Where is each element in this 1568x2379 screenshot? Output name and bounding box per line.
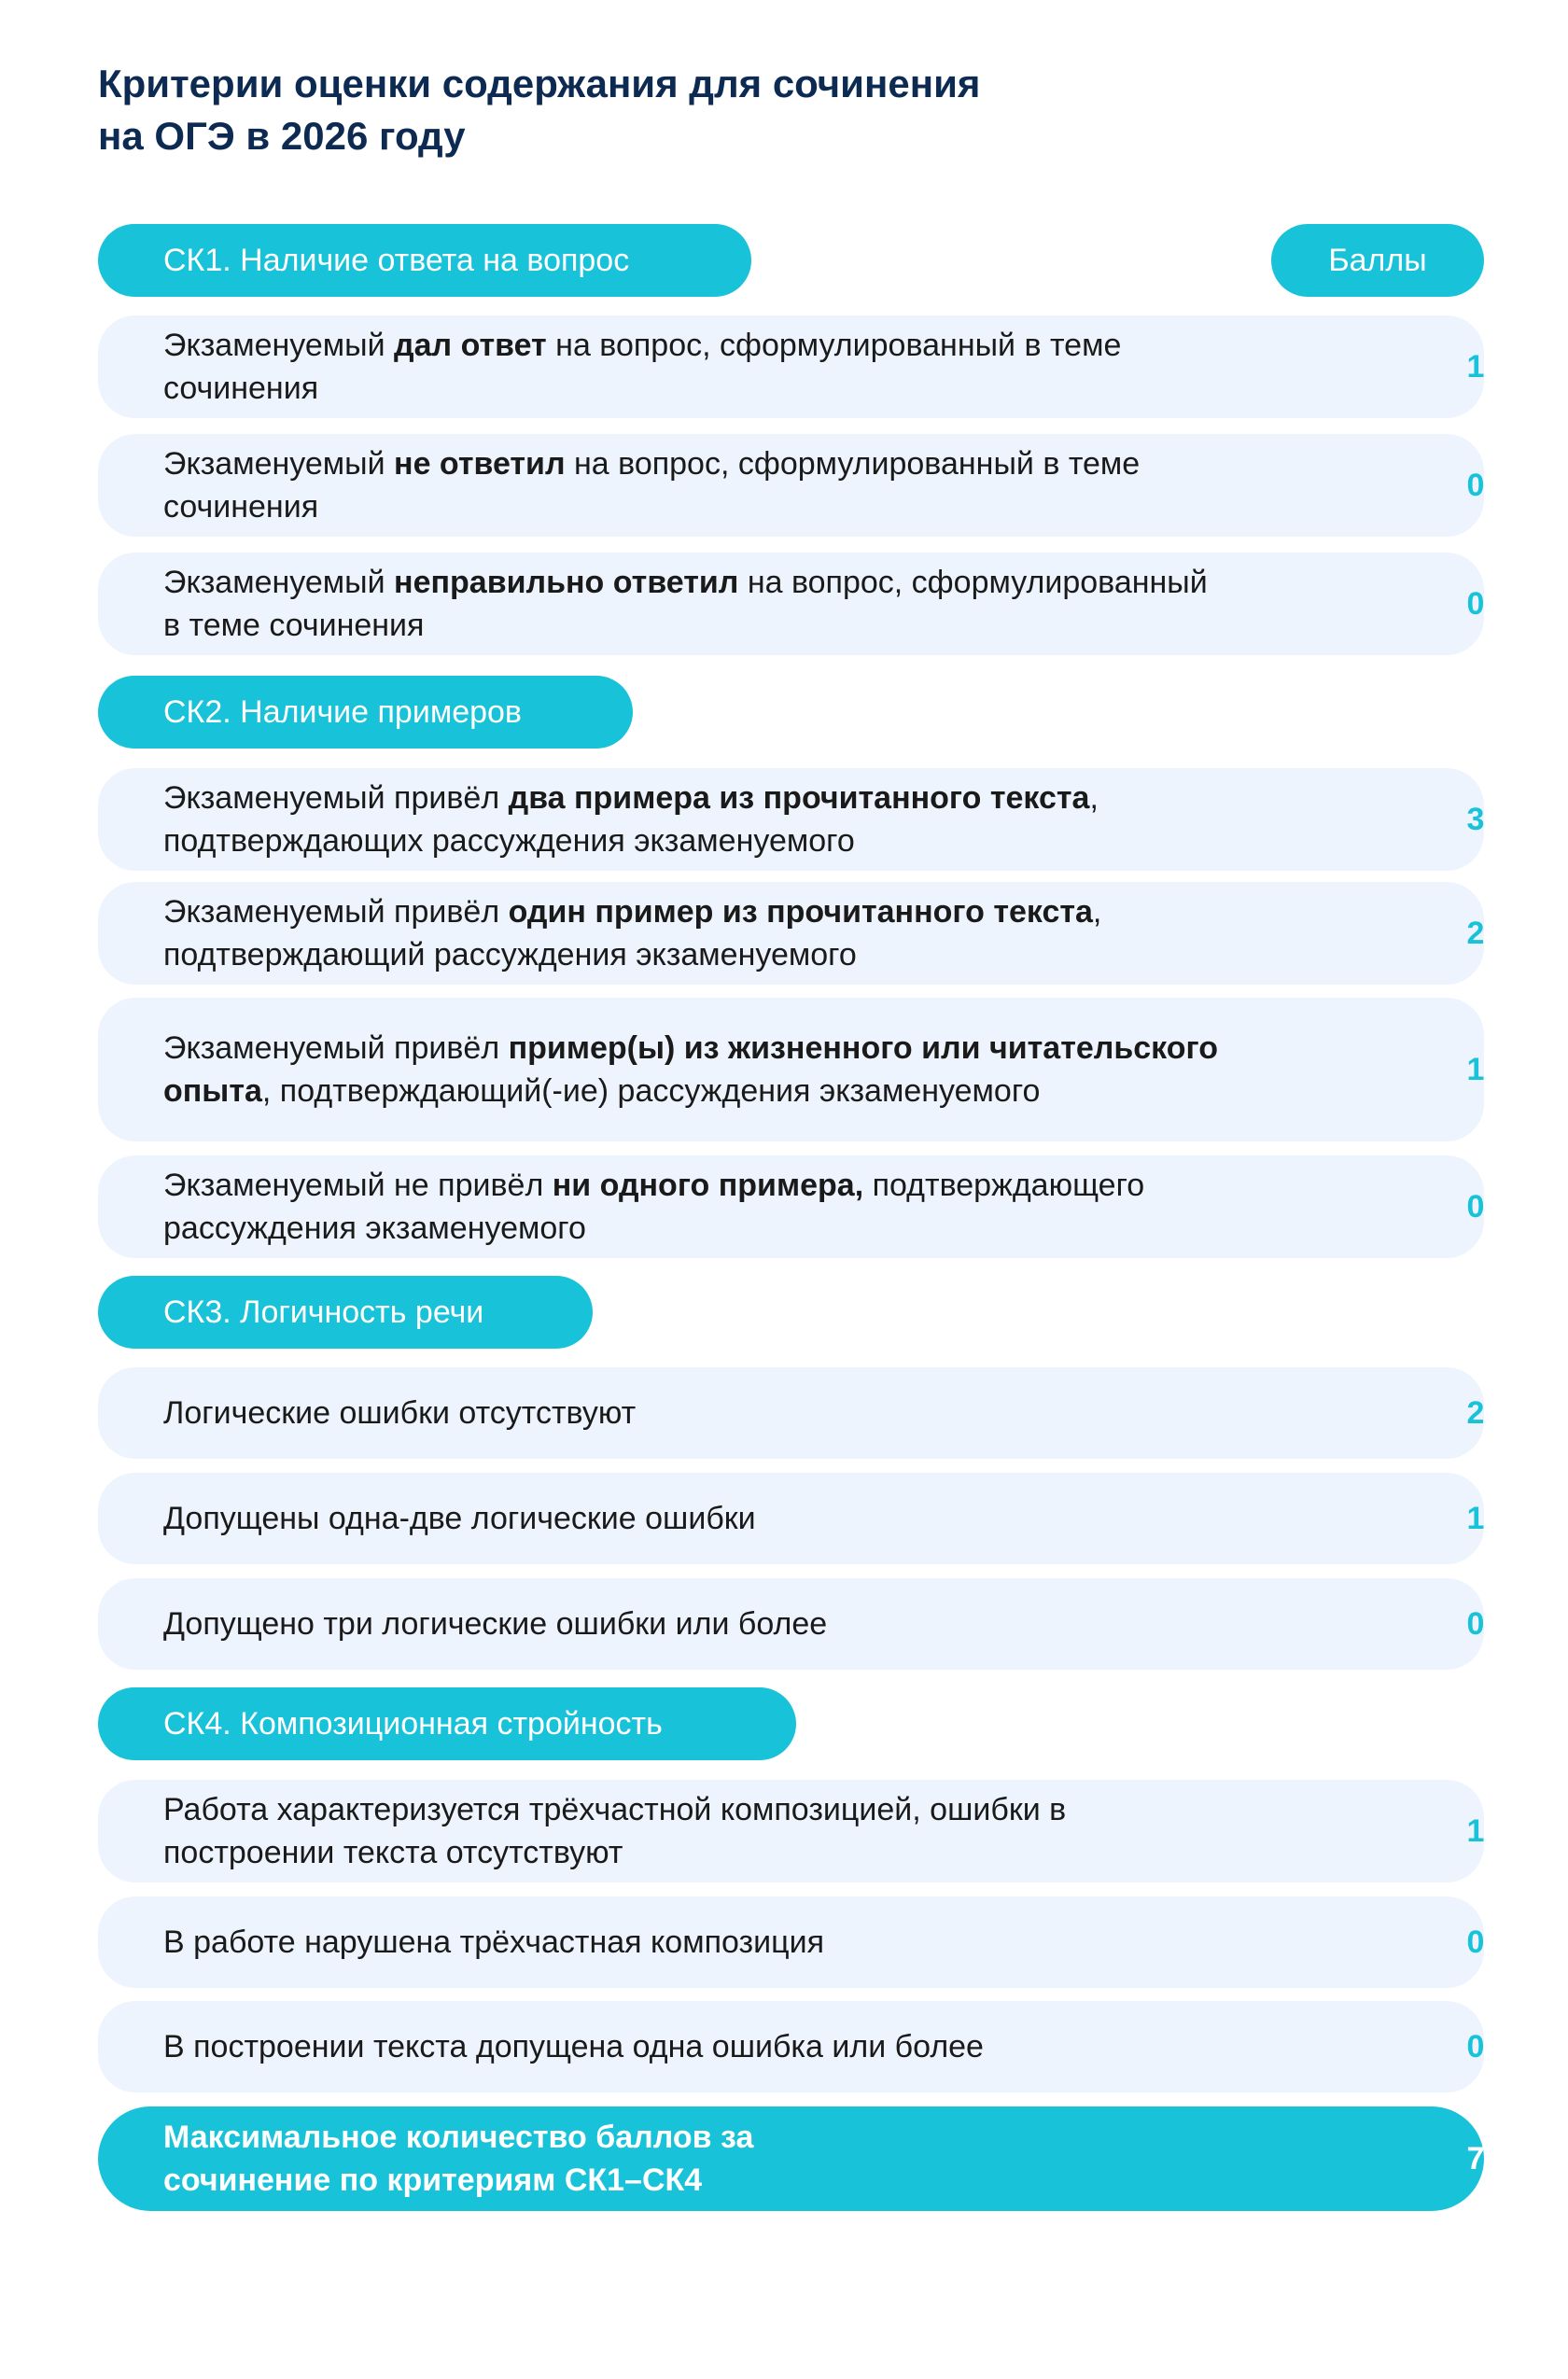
criterion-text-part: на вопрос, сформулированный в теме сочинения (163, 328, 1122, 406)
criterion-row (98, 1473, 1484, 1564)
criterion-text (163, 1164, 1227, 1250)
criterion-text-part: , подтверждающий рассуждения экзаменуемого (163, 894, 1102, 973)
criterion-score: 0 (1466, 1188, 1485, 1224)
page-title (98, 58, 1405, 162)
criterion-text-part: Экзаменуемый не привёл (163, 1168, 553, 1203)
criterion-row (98, 1780, 1484, 1882)
criterion-text (163, 442, 1227, 528)
criterion-text (163, 561, 1227, 647)
criterion-text-part: Экзаменуемый (163, 328, 395, 363)
criterion-text (163, 1027, 1227, 1113)
criterion-row (98, 768, 1484, 871)
criterion-row (98, 434, 1484, 537)
criterion-text-part: подтверждающего рассуждения экзаменуемого (163, 1168, 1145, 1246)
criterion-text-part: В построении текста допущена одна ошибка или более (163, 2029, 984, 2064)
criterion-score: 0 (1466, 1924, 1485, 1960)
score-column-header: Баллы (1271, 224, 1484, 297)
criterion-score: 2 (1466, 1394, 1485, 1431)
page-title-line-2: на ОГЭ в 2026 году (98, 114, 466, 158)
criterion-text-bold: пример(ы) из жизненного или читательского опыта (163, 1030, 1218, 1109)
criterion-score: 1 (1466, 1051, 1485, 1087)
total-row (98, 2106, 1484, 2211)
criterion-text-bold: один пример из прочитанного текста (508, 894, 1093, 930)
criterion-text (163, 1392, 1227, 1434)
criterion-score: 0 (1466, 467, 1485, 503)
criterion-text-part: на вопрос, сформулированный в теме сочинения (163, 446, 1141, 525)
criterion-text (163, 1788, 1227, 1874)
criterion-text-bold: два примера из прочитанного текста (508, 780, 1090, 816)
criterion-text-part: Допущено три логические ошибки или более (163, 1606, 828, 1642)
criterion-text-part: на вопрос, сформулированный в теме сочинения (163, 565, 1208, 643)
criterion-text-part: , подтверждающий(-ие) рассуждения экзаменуемого (261, 1073, 1041, 1109)
criterion-score: 3 (1466, 801, 1485, 837)
total-score: 7 (1466, 2140, 1485, 2176)
criterion-text (163, 777, 1227, 862)
criterion-text-part: , подтверждающих рассуждения экзаменуемого (163, 780, 1099, 859)
criterion-text-part: Экзаменуемый привёл (163, 1030, 509, 1066)
criterion-text-bold: дал ответ (394, 328, 547, 363)
criterion-score: 0 (1466, 2028, 1485, 2064)
criterion-text (163, 2025, 1227, 2068)
criterion-score: 1 (1466, 1812, 1485, 1849)
criterion-row (98, 1578, 1484, 1670)
criterion-score: 0 (1466, 585, 1485, 622)
criterion-text (163, 890, 1227, 976)
criterion-row (98, 315, 1484, 418)
criterion-text-part: Экзаменуемый привёл (163, 780, 509, 816)
criterion-row (98, 553, 1484, 655)
criterion-score: 1 (1466, 348, 1485, 385)
section-heading-sk1: СК1. Наличие ответа на вопрос (98, 224, 751, 297)
section-heading-sk2: СК2. Наличие примеров (98, 676, 633, 749)
criterion-score: 2 (1466, 915, 1485, 951)
criterion-text-bold: неправильно ответил (394, 565, 739, 600)
criterion-text-part: Экзаменуемый привёл (163, 894, 509, 930)
section-heading-sk4: СК4. Композиционная стройность (98, 1687, 796, 1760)
criterion-text-part: Экзаменуемый (163, 446, 395, 482)
criterion-text-part: Работа характеризуется трёхчастной композицией, ошибки в построении текста отсутствуют (163, 1792, 1067, 1870)
section-heading-sk3: СК3. Логичность речи (98, 1276, 593, 1349)
criterion-row (98, 998, 1484, 1141)
criterion-text-part: В работе нарушена трёхчастная композиция (163, 1924, 824, 1960)
criterion-row (98, 1367, 1484, 1459)
page-title-line-1: Критерии оценки содержания для сочинения (98, 62, 981, 105)
criterion-text-part: Допущены одна-две логические ошибки (163, 1501, 756, 1536)
criterion-text-part: Логические ошибки отсутствуют (163, 1395, 637, 1431)
criterion-row (98, 2001, 1484, 2092)
criterion-text-bold: не ответил (394, 446, 566, 482)
criterion-text-part: Экзаменуемый (163, 565, 395, 600)
criterion-text-bold: ни одного примера, (552, 1168, 864, 1203)
criterion-score: 0 (1466, 1605, 1485, 1642)
criterion-score: 1 (1466, 1500, 1485, 1536)
total-label: Максимальное количество баллов за сочинение по критериям СК1–СК4 (163, 2120, 754, 2198)
criterion-text (163, 324, 1227, 410)
criterion-row (98, 1155, 1484, 1258)
criterion-text (163, 1602, 1227, 1645)
criterion-text (163, 1921, 1227, 1964)
criterion-row (98, 882, 1484, 985)
criterion-text (163, 1497, 1227, 1540)
criterion-row (98, 1896, 1484, 1988)
